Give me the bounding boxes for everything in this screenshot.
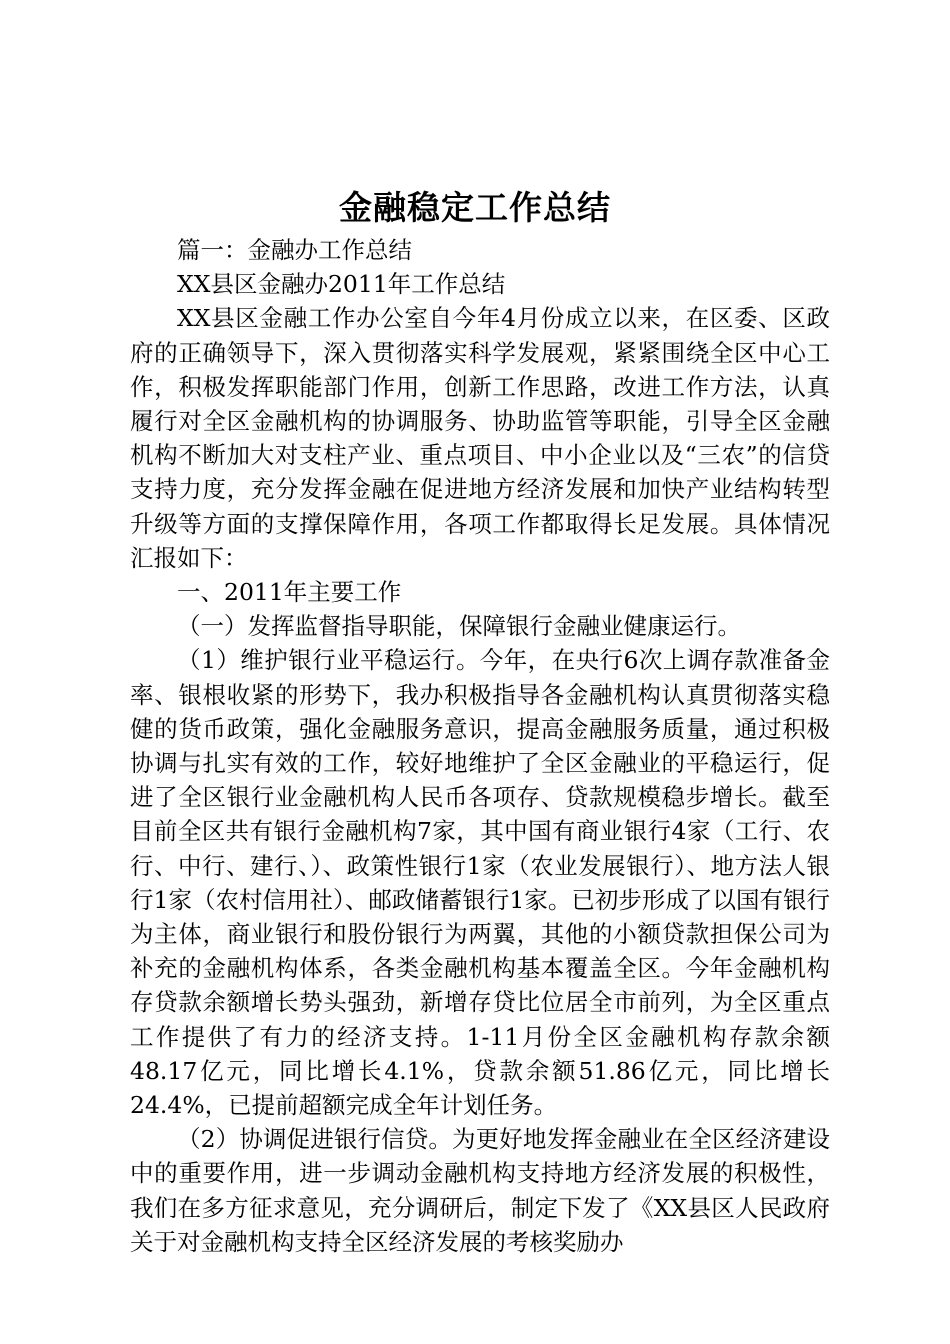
paragraph-item-2: （2）协调促进银行信贷。为更好地发挥金融业在全区经济建设中的重要作用，进一步调动金融机构支持地方经济发展的积极性，我们在多方征求意见，充分调研后，制定下发了《XX县区人民政府关于对金融机构支持全区经济发展的考核奖励办 [130, 1125, 830, 1256]
paragraph-introduction: XX县区金融工作办公室自今年4月份成立以来，在区委、区政府的正确领导下，深入贯彻落实科学发展观，紧紧围绕全区中心工作，积极发挥职能部门作用，创新工作思路，改进工作方法，认真履行对全区金融机构的协调服务、协助监管等职能，引导全区金融机构不断加大对支柱产业、重点项目、中小企业以及“三农”的信贷支持力度，充分发挥金融在促进地方经济发展和加快产业结构转型升级等方面的支撑保障作用，各项工作都取得长足发展。具体情况汇报如下： [130, 304, 830, 572]
paragraph-report-title: XX县区金融办2011年工作总结 [177, 270, 506, 299]
document-title: 金融稳定工作总结 [339, 188, 611, 227]
paragraph-chapter-heading: 篇一：金融办工作总结 [177, 236, 412, 264]
paragraph-section-heading: 一、2011年主要工作 [177, 578, 402, 607]
paragraph-subsection-heading: （一）发挥监督指导职能，保障银行金融业健康运行。 [177, 612, 741, 641]
document-body [130, 233, 830, 1259]
paragraph-item-1: （1）维护银行业平稳运行。今年，在央行6次上调存款准备金率、银根收紧的形势下，我办积极指导各金融机构认真贯彻落实稳健的货币政策，强化金融服务意识，提高金融服务质量，通过积极协调与扎实有效的工作，较好地维护了全区金融业的平稳运行，促进了全区银行业金融机构人民币各项存、贷款规模稳步增长。截至目前全区共有银行金融机构7家，其中国有商业银行4家（工行、农行、中行、建行、）、政策性银行1家（农业发展银行）、地方法人银行1家（农村信用社）、邮政储蓄银行1家。已初步形成了以国有银行为主体，商业银行和股份银行为两翼，其他的小额贷款担保公司为补充的金融机构体系，各类金融机构基本覆盖全区。今年金融机构存贷款余额增长势头强劲，新增存贷比位居全市前列，为全区重点工作提供了有力的经济支持。1-11月份全区金融机构存款余额48.17亿元，同比增长4.1%，贷款余额51.86亿元，同比增长24.4%，已提前超额完成全年计划任务。 [130, 646, 830, 1120]
